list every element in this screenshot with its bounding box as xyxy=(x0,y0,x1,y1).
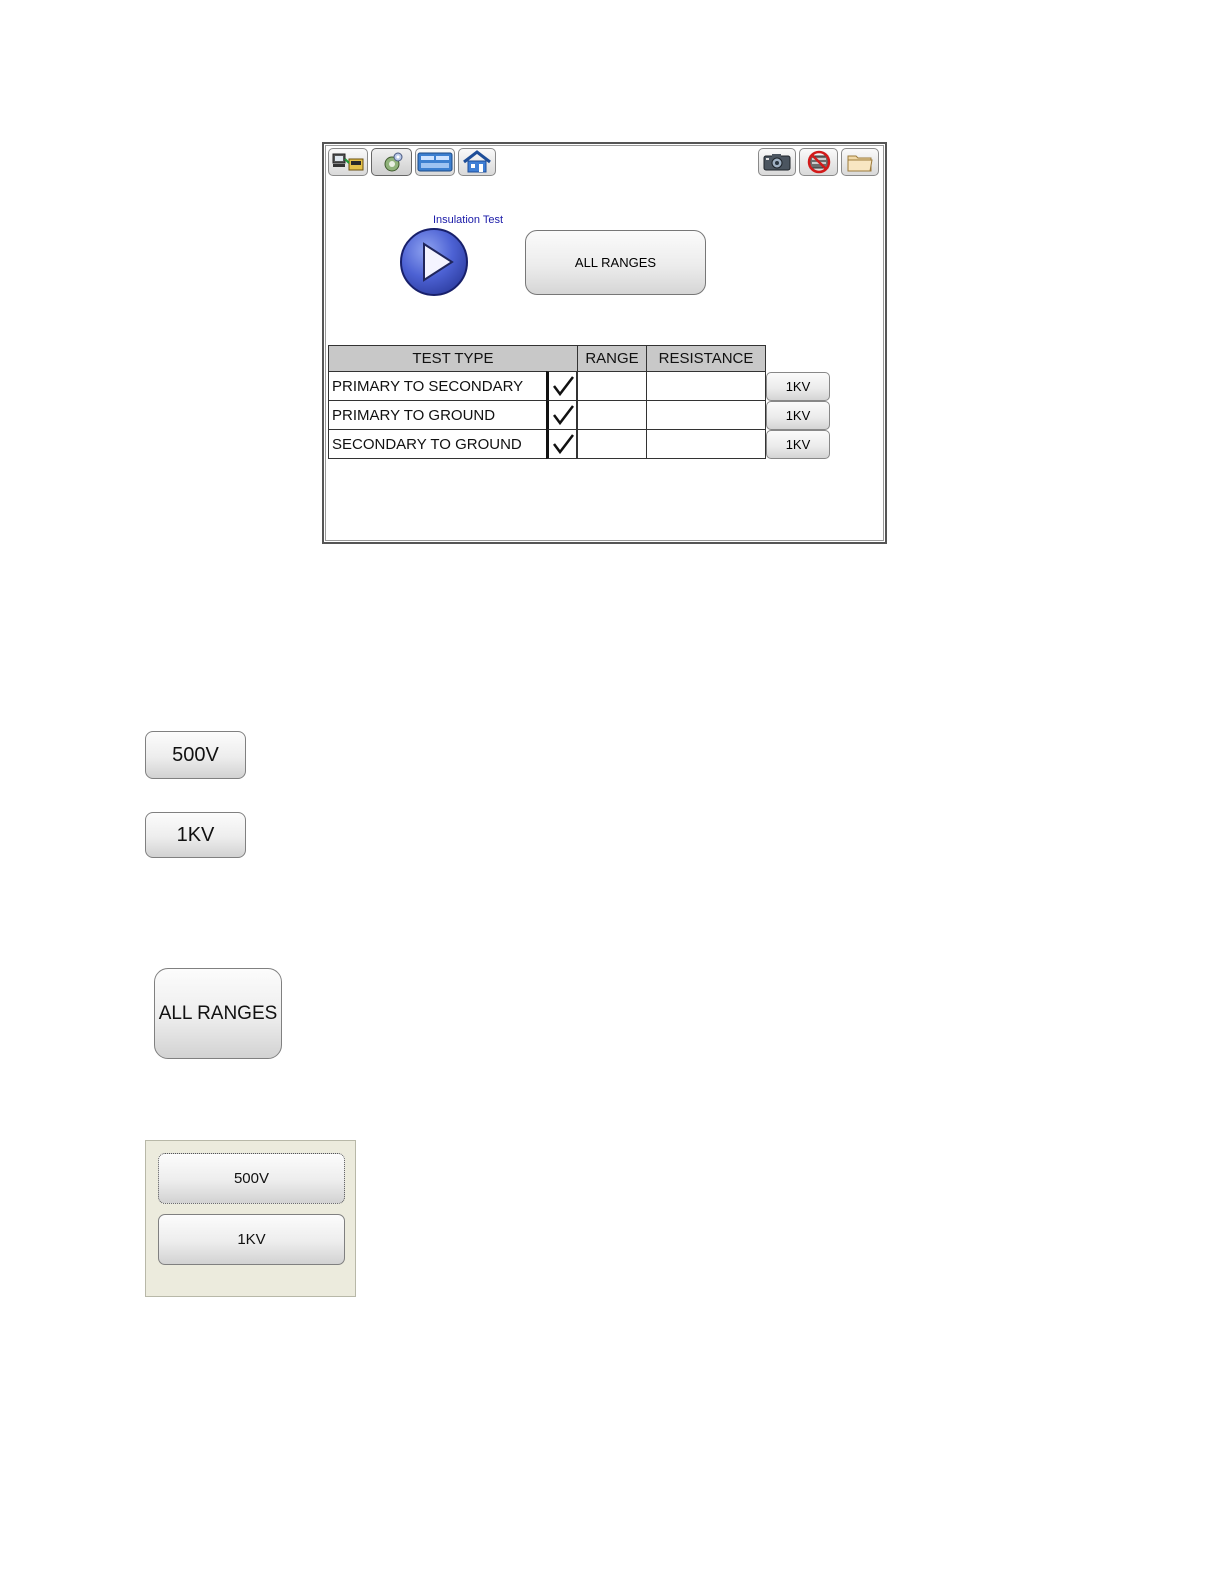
column-header-test-type: TEST TYPE xyxy=(328,345,578,372)
test-panel-icon xyxy=(417,151,453,173)
1kv-button[interactable]: 1KV xyxy=(145,812,246,858)
column-header-resistance: RESISTANCE xyxy=(646,345,766,372)
row-checkbox[interactable] xyxy=(546,429,577,459)
no-record-icon xyxy=(803,150,835,174)
range-cell xyxy=(577,429,647,459)
select-1kv-option[interactable]: 1KV xyxy=(158,1214,345,1265)
instrument-config-button[interactable] xyxy=(328,148,368,176)
voltage-range-button[interactable]: 1KV xyxy=(766,372,830,401)
home-icon xyxy=(461,150,493,174)
checkmark-icon xyxy=(551,403,575,427)
home-button[interactable] xyxy=(458,148,496,176)
checkmark-icon xyxy=(551,432,575,456)
folder-icon xyxy=(844,150,876,174)
settings-icon xyxy=(379,151,405,173)
range-cell xyxy=(577,371,647,401)
instrument-config-icon xyxy=(331,151,365,173)
test-panel-button[interactable] xyxy=(415,148,455,176)
voltage-range-button[interactable]: 1KV xyxy=(766,401,830,430)
all-ranges-large-button[interactable]: ALL RANGES xyxy=(154,968,282,1059)
test-type-cell: PRIMARY TO SECONDARY xyxy=(328,371,547,401)
no-record-button[interactable] xyxy=(799,148,838,176)
play-icon xyxy=(402,230,466,294)
insulation-test-label: Insulation Test xyxy=(432,214,504,226)
instrument-screen xyxy=(322,142,887,544)
column-header-range: RANGE xyxy=(577,345,647,372)
row-checkbox[interactable] xyxy=(546,371,577,401)
test-type-cell: PRIMARY TO GROUND xyxy=(328,400,547,430)
row-checkbox[interactable] xyxy=(546,400,577,430)
camera-button[interactable] xyxy=(758,148,796,176)
all-ranges-button[interactable]: ALL RANGES xyxy=(525,230,706,295)
resistance-cell xyxy=(646,400,766,430)
camera-icon xyxy=(761,151,793,173)
folder-button[interactable] xyxy=(841,148,879,176)
settings-button[interactable] xyxy=(371,148,412,176)
range-cell xyxy=(577,400,647,430)
test-type-cell: SECONDARY TO GROUND xyxy=(328,429,547,459)
checkmark-icon xyxy=(551,374,575,398)
voltage-range-button[interactable]: 1KV xyxy=(766,430,830,459)
screen-border xyxy=(325,145,884,541)
select-500v-option[interactable]: 500V xyxy=(158,1153,345,1204)
resistance-cell xyxy=(646,429,766,459)
run-test-button[interactable] xyxy=(400,228,468,296)
resistance-cell xyxy=(646,371,766,401)
500v-button[interactable]: 500V xyxy=(145,731,246,779)
voltage-selector-panel xyxy=(145,1140,356,1297)
